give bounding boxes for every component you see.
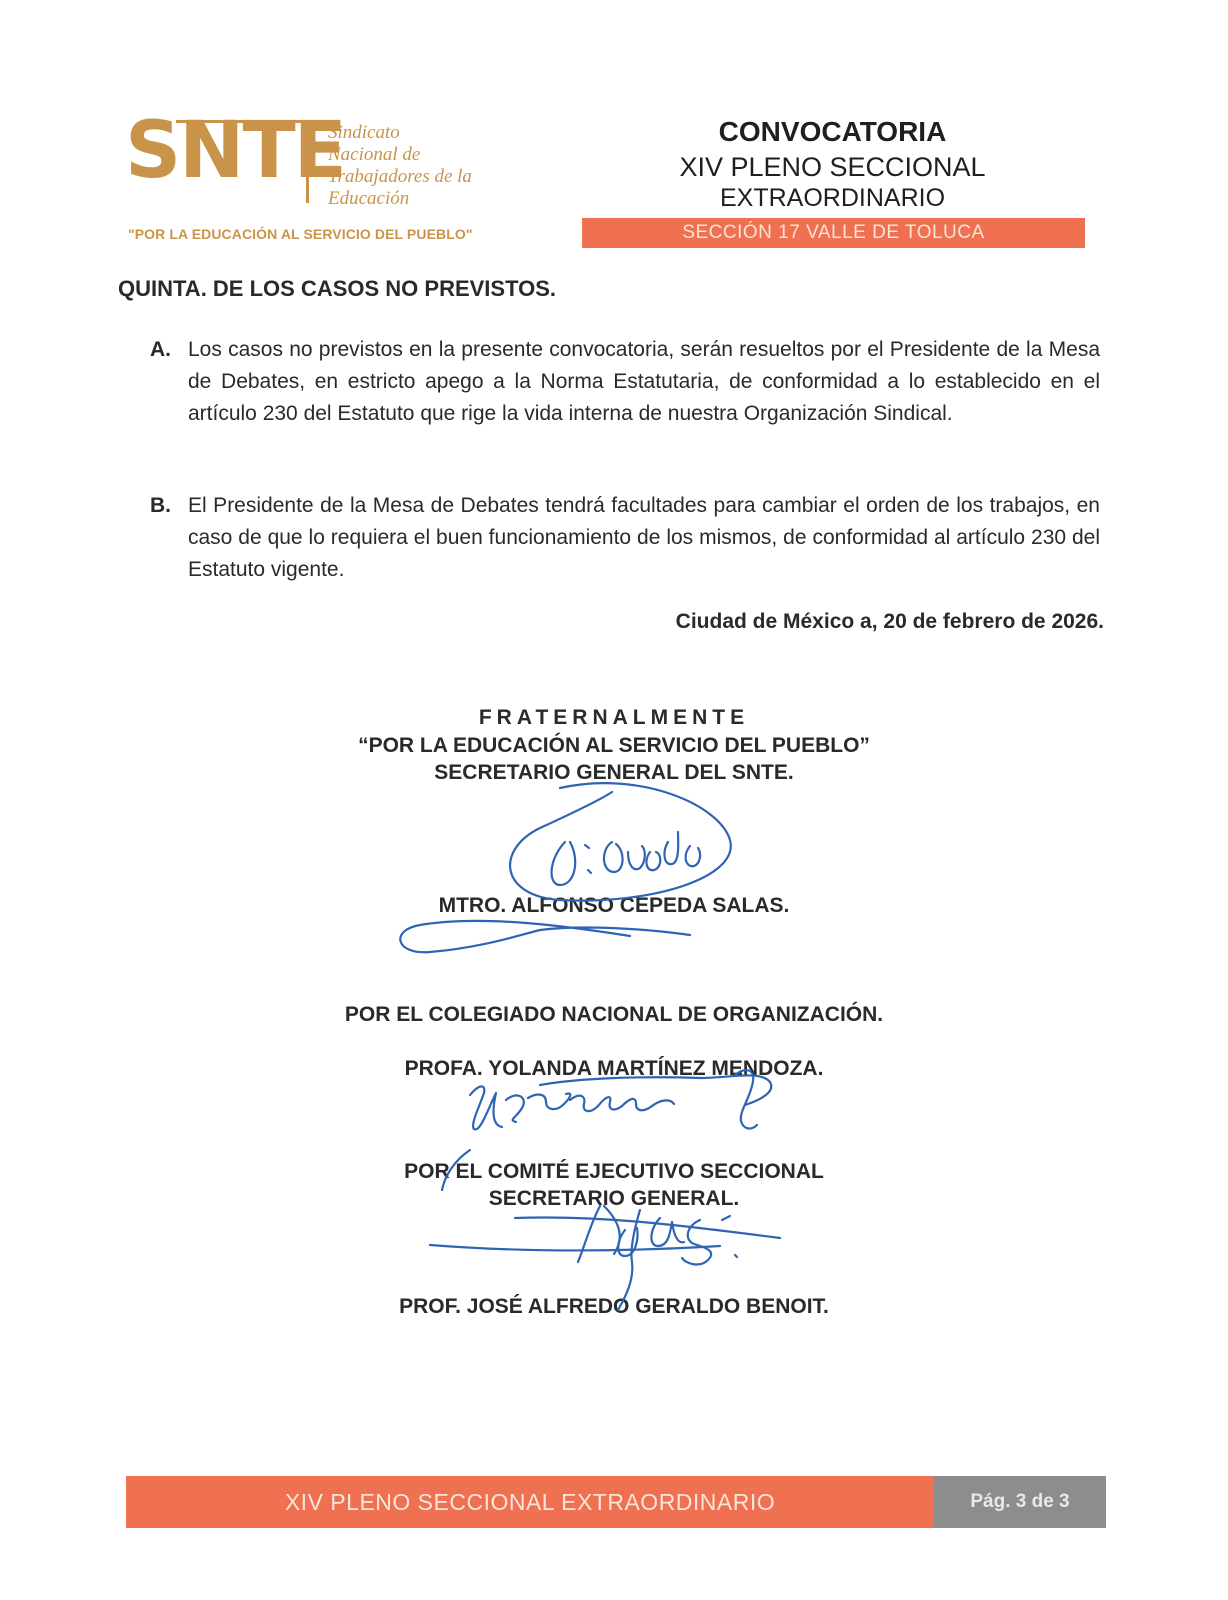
logo-name-line-4: Educación (328, 188, 410, 209)
secretary-name: MTRO. ALFONSO CEPEDA SALAS. (438, 894, 790, 917)
section-title: QUINTA. DE LOS CASOS NO PREVISTOS. (118, 276, 557, 301)
item-letter: A. (150, 338, 171, 361)
colegiado-title: POR EL COLEGIADO NACIONAL DE ORGANIZACIÓN. (344, 1003, 884, 1026)
comite-name: PROF. JOSÉ ALFREDO GERALDO BENOIT. (399, 1295, 829, 1318)
header-subtitle-2: EXTRAORDINARIO (719, 184, 946, 212)
footer-title: XIV PLENO SECCIONAL EXTRAORDINARIO (126, 1476, 934, 1528)
place-date: Ciudad de México a, 20 de febrero de 2026. (675, 610, 1104, 633)
logo-name-line-2: Nacional de (328, 144, 421, 165)
secretary-title: SECRETARIO GENERAL DEL SNTE. (434, 761, 794, 784)
header-title: CONVOCATORIA (718, 116, 947, 147)
snte-logo-acronym: SNTE (125, 106, 345, 196)
item-letter: B. (150, 494, 171, 517)
header-subtitle-1: XIV PLENO SECCIONAL (679, 152, 986, 182)
comite-title: POR EL COMITÉ EJECUTIVO SECCIONAL (404, 1160, 824, 1183)
closing-text: FRATERNALMENTE (478, 706, 750, 729)
logo-name-line-1: Sindicato (328, 122, 400, 143)
comite-subtitle: SECRETARIO GENERAL. (488, 1187, 740, 1210)
logo-slogan: "POR LA EDUCACIÓN AL SERVICIO DEL PUEBLO" (128, 226, 473, 242)
signature-cepeda (400, 783, 730, 952)
signature-martinez (442, 1070, 771, 1190)
header-section-bar: SECCIÓN 17 VALLE DE TOLUCA (582, 218, 1085, 248)
colegiado-name: PROFA. YOLANDA MARTÍNEZ MENDOZA. (404, 1057, 824, 1080)
page-number: Pág. 3 de 3 (934, 1476, 1106, 1528)
item-text: Los casos no previstos en la presente convocatoria, serán resueltos por el Presidente de la Mesa de Debates, en estricto apego a la Norma Estatutaria, de conformidad a lo establecido en el artículo 230 del Estatuto que rige la vida interna de nuestra Organización Sindical. (188, 338, 1100, 425)
item-text: El Presidente de la Mesa de Debates tendrá facultades para cambiar el orden de los trabajos, en caso de que lo requiera el buen funcionamiento de los mismos, de conformidad al artículo 230 del Estatuto vigente. (188, 494, 1100, 581)
signature-geraldo (430, 1206, 780, 1310)
closing-slogan: “POR LA EDUCACIÓN AL SERVICIO DEL PUEBLO” (358, 734, 870, 757)
logo-name-line-3: Trabajadores de la (328, 166, 472, 187)
